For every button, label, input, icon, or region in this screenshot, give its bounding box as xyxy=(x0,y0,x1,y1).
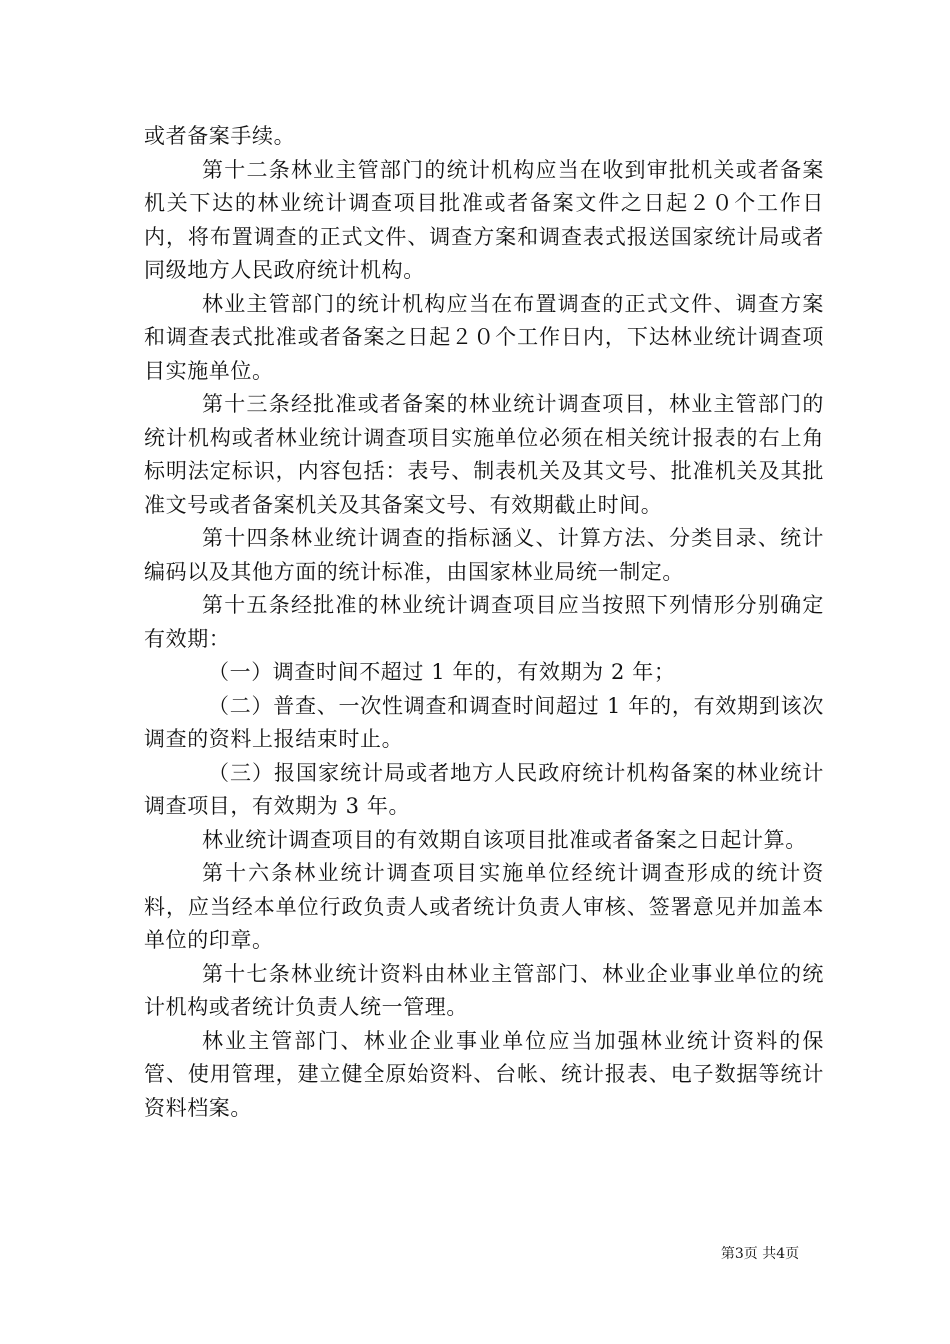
total-pages-number: 4 xyxy=(776,1246,786,1262)
paragraph-continuation: 或者备案手续。 xyxy=(144,124,296,148)
page-label-prefix: 第 xyxy=(720,1246,735,1262)
list-item-1: （一）调查时间不超过 1 年的，有效期为 2 年； xyxy=(208,660,676,684)
paragraph-article-13: 第十三条经批准或者备案的林业统计调查项目，林业主管部门的统计机构或者林业统计调查项目实施单位必须在相关统计报表的右上角标明法定标识，内容包括：表号、制表机关及其文号、批准机关及其批准文号或者备案机关及其备案文号、有效期截止时间。 xyxy=(144,392,824,517)
paragraph-article-16: 第十六条林业统计调查项目实施单位经统计调查形成的统计资料，应当经本单位行政负责人或者统计负责人审核、签署意见并加盖本单位的印章。 xyxy=(144,861,824,952)
list-item-2: （二）普查、一次性调查和调查时间超过 1 年的，有效期到该次调查的资料上报结束时止。 xyxy=(144,693,824,751)
paragraph-article-12: 第十二条林业主管部门的统计机构应当在收到审批机关或者备案机关下达的林业统计调查项目批准或者备案文件之日起２０个工作日内，将布置调查的正式文件、调查方案和调查表式报送国家统计局或者同级地方人民政府统计机构。 xyxy=(144,157,824,282)
paragraph-article-17: 第十七条林业统计资料由林业主管部门、林业企业事业单位的统计机构或者统计负责人统一管理。 xyxy=(144,961,824,1019)
document-body xyxy=(144,120,824,1125)
page-label-suffix: 页 xyxy=(785,1246,800,1262)
paragraph-article-15: 第十五条经批准的林业统计调查项目应当按照下列情形分别确定有效期： xyxy=(144,593,824,651)
paragraph-article-17-second: 林业主管部门、林业企业事业单位应当加强林业统计资料的保管、使用管理，建立健全原始资料、台帐、统计报表、电子数据等统计资料档案。 xyxy=(144,1028,824,1120)
paragraph-article-12-second: 林业主管部门的统计机构应当在布置调查的正式文件、调查方案和调查表式批准或者备案之日起２０个工作日内，下达林业统计调查项目实施单位。 xyxy=(144,291,824,383)
paragraph-validity-start: 林业统计调查项目的有效期自该项目批准或者备案之日起计算。 xyxy=(202,827,807,852)
page-number-footer xyxy=(700,1244,820,1264)
page-label-mid: 页 共 xyxy=(743,1246,777,1262)
paragraph-article-14: 第十四条林业统计调查的指标涵义、计算方法、分类目录、统计编码以及其他方面的统计标准，由国家林业局统一制定。 xyxy=(144,526,824,584)
current-page-number: 3 xyxy=(734,1246,744,1262)
list-item-3: （三）报国家统计局或者地方人民政府统计机构备案的林业统计调查项目，有效期为 3 年。 xyxy=(144,760,824,818)
